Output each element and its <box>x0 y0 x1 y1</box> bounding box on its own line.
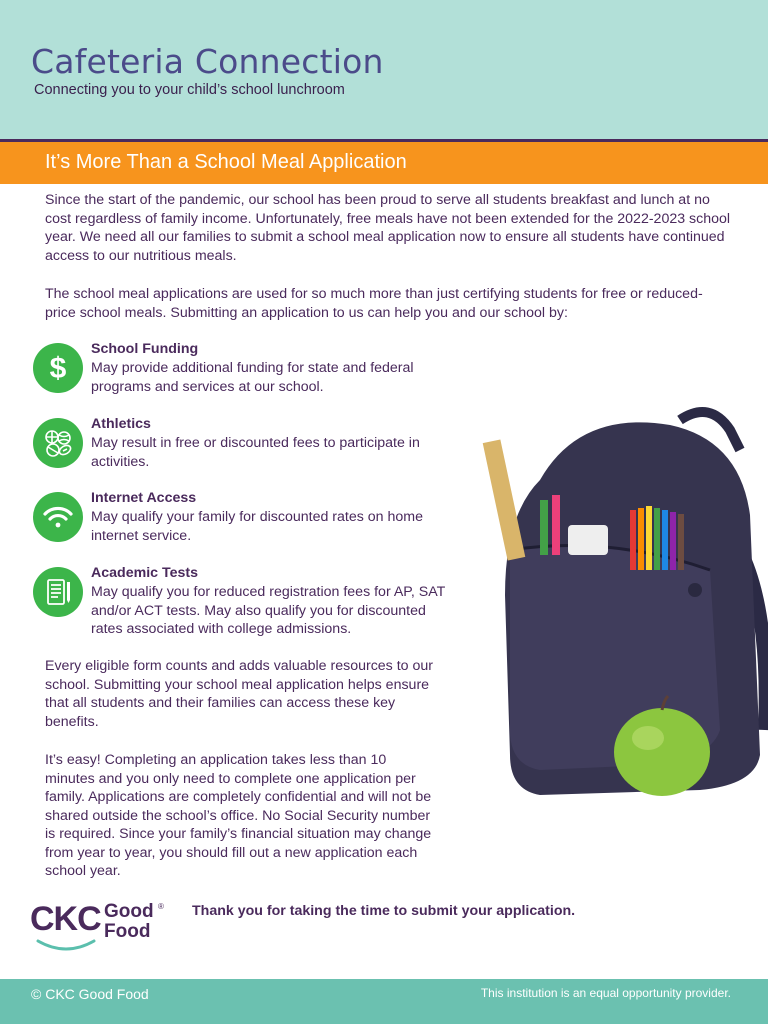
benefit-description: May qualify you for reduced registration fees for AP, SAT and/or ACT tests. May also qualify you for discounted rates associated with college admissions. <box>91 584 446 637</box>
newsletter-subtitle: Connecting you to your child’s school lunchroom <box>34 82 345 98</box>
thank-you-message: Thank you for taking the time to submit your application. <box>192 903 576 919</box>
equal-opportunity-statement: This institution is an equal opportunity provider. <box>480 986 731 1000</box>
footer <box>0 979 768 1024</box>
logo-food-text: Food <box>104 921 151 942</box>
benefit-title: Academic Tests <box>91 565 198 581</box>
newsletter-title: Cafeteria Connection <box>31 42 384 81</box>
logo-good-text: Good <box>104 901 154 922</box>
section-title: It’s More Than a School Meal Application <box>45 151 407 173</box>
closing-paragraph-2: It’s easy! Completing an application takes less than 10 minutes and you only need to complete one application per family. Applications are completely confidential and will not be shared outside the school’s office. No Social Security number is required. Since your family’s financial situation may change from year to year, you should fill out a new application each school year. <box>45 752 432 879</box>
test-document-icon <box>33 567 83 617</box>
backpack-illustration <box>480 400 768 800</box>
benefit-description: May provide additional funding for state and federal programs and services at our school. <box>91 360 414 395</box>
benefit-title: Athletics <box>91 416 151 432</box>
benefit-description: May qualify your family for discounted rates on home internet service. <box>91 509 423 544</box>
header <box>0 0 768 140</box>
dollar-icon <box>33 343 83 393</box>
wifi-icon <box>33 492 83 542</box>
logo-registered-mark: ® <box>158 902 164 911</box>
logo-ckc-text: CKC <box>30 900 101 938</box>
ckc-good-food-logo <box>30 898 170 953</box>
intro-paragraph-1: Since the start of the pandemic, our school has been proud to serve all students breakfast and lunch at no cost regardless of family income. Unfortunately, free meals have not been extended for the 2022-2023 school year. We need all our families to submit a school meal application now to ensure all students have continued access to our nutritious meals. <box>45 192 731 264</box>
intro-paragraph-2: The school meal applications are used for so much more than just certifying students for free or reduced-price school meals. Submitting an application to us can help you and our school by: <box>45 286 703 321</box>
svg-text:$: $ <box>49 352 67 384</box>
benefit-description: May result in free or discounted fees to participate in activities. <box>91 435 420 470</box>
sports-balls-icon <box>33 418 83 468</box>
closing-paragraph-1: Every eligible form counts and adds valuable resources to our school. Submitting your school meal application helps ensure that all students and their families can access these key benefits. <box>45 658 434 730</box>
benefit-title: Internet Access <box>91 490 197 506</box>
logo-smile-icon <box>36 938 96 952</box>
section-banner <box>0 142 768 184</box>
copyright-text: © CKC Good Food <box>31 986 149 1002</box>
benefit-title: School Funding <box>91 341 199 357</box>
